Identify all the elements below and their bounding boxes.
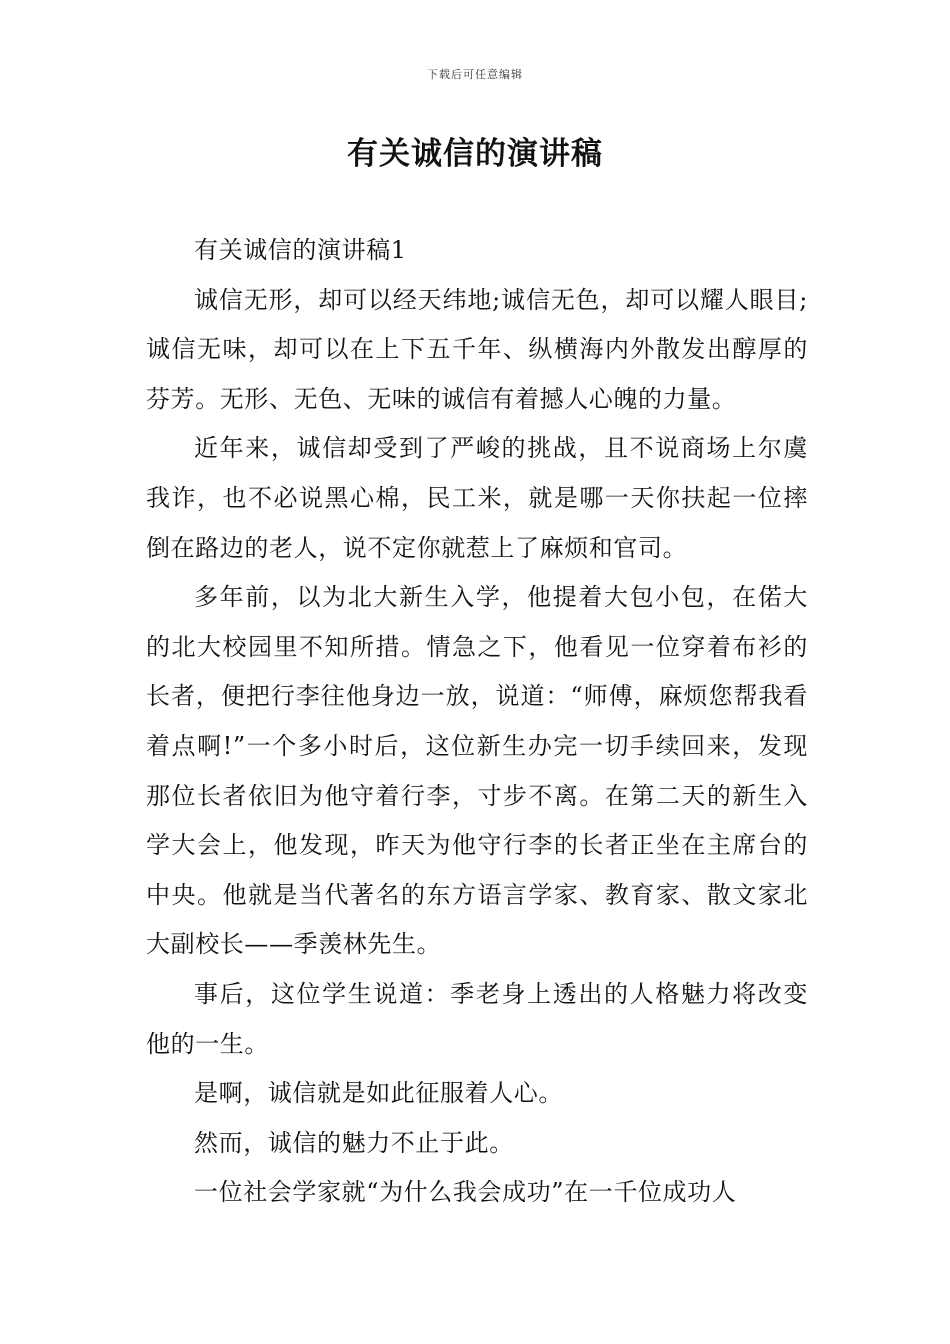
header-note: 下载后可任意编辑 [427, 68, 523, 81]
paragraph: 然而，诚信的魅力不止于此。 [194, 1128, 514, 1157]
paragraph: 多年前，以为北大新生入学，他提着大包小包，在偌大的北大校园里不知所措。情急之下，他看见一位穿着布衫的长者，便把行李往他身边一放，说道：“师傅，麻烦您帮我看着点啊!”一个多小时后，这位新生办完一切手续回来，发现那位长者依旧为他守着行李，寸步不离。在第二天的新生入学大会上，他发现，昨天为他守行李的长者正坐在主席台的中央。他就是当代著名的东方语言学家、教育家、散文家北大副校长——季羡林先生。 [146, 583, 808, 959]
section-heading: 有关诚信的演讲稿1 [194, 236, 407, 264]
paragraph: 是啊，诚信就是如此征服着人心。 [194, 1079, 563, 1108]
paragraph: 一位社会学家就“为什么我会成功”在一千位成功人 [194, 1178, 737, 1207]
paragraph: 近年来，诚信却受到了严峻的挑战，且不说商场上尔虞我诈，也不必说黑心棉，民工米，就是哪一天你扶起一位摔倒在路边的老人，说不定你就惹上了麻烦和官司。 [146, 434, 808, 562]
paragraph: 事后，这位学生说道：季老身上透出的人格魅力将改变他的一生。 [146, 979, 808, 1058]
document-title: 有关诚信的演讲稿 [347, 136, 603, 172]
document-body [146, 226, 808, 1218]
paragraph: 诚信无形，却可以经天纬地;诚信无色，却可以耀人眼目;诚信无味，却可以在上下五千年、纵横海内外散发出醇厚的芬芳。无形、无色、无味的诚信有着撼人心魄的力量。 [146, 285, 808, 413]
